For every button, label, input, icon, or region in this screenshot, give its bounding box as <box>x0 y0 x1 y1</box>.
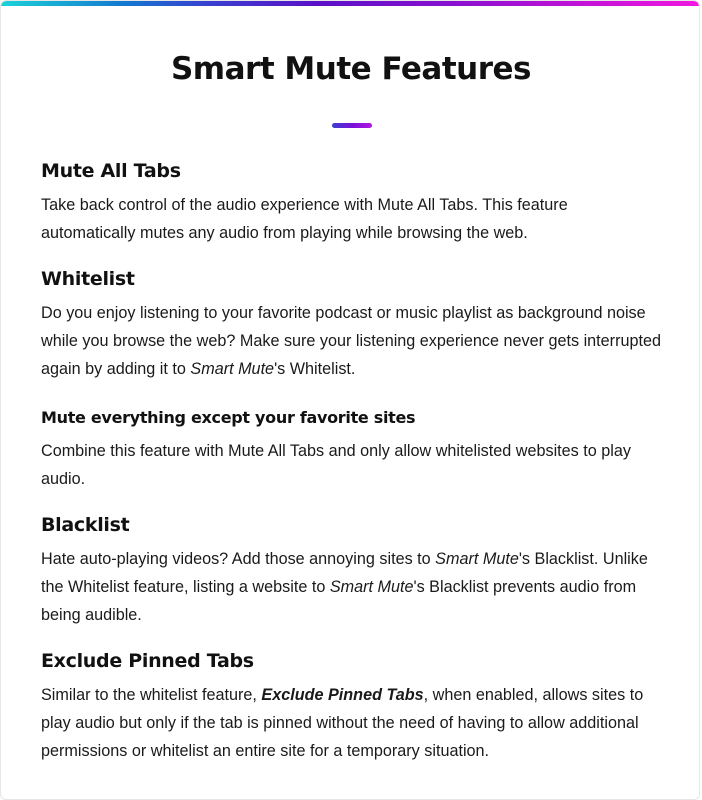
page-title: Smart Mute Features <box>170 51 532 87</box>
section-blacklist <box>41 507 666 629</box>
brand-name: Smart Mute <box>190 360 275 378</box>
section-body: Take back control of the audio experience with Mute All Tabs. This feature automatically mutes any audio from playing while browsing the web. <box>41 196 568 242</box>
brand-name: Smart Mute <box>329 578 414 596</box>
section-body: Similar to the whitelist feature, Exclude Pinned Tabs, when enabled, allows sites to play audio but only if the tab is pinned without the need of having to allow additional permissions or whitelist an entire site for a temporary situation. <box>41 686 644 760</box>
section-whitelist <box>41 261 666 383</box>
title-underline-divider <box>332 123 372 128</box>
brand-name: Smart Mute <box>435 550 519 568</box>
section-heading: Mute All Tabs <box>41 160 181 182</box>
section-body: Do you enjoy listening to your favorite podcast or music playlist as background noise while you browse the web? Make sure your listening experience never gets interrupted again by adding it to Smart Mute's Whitelist. <box>41 304 661 378</box>
section-body: Combine this feature with Mute All Tabs and only allow whitelisted websites to play audio. <box>41 442 631 488</box>
accent-gradient-bar <box>1 1 699 6</box>
feature-name: Exclude Pinned Tabs <box>261 686 424 704</box>
section-exclude-pinned-tabs <box>41 643 666 765</box>
section-mute-except-favorites <box>41 403 666 493</box>
section-body: Hate auto-playing videos? Add those annoying sites to Smart Mute's Blacklist. Unlike the Whitelist feature, listing a website to Smart Mute's Blacklist prevents audio from being audible. <box>41 550 648 624</box>
section-mute-all-tabs <box>41 153 666 247</box>
section-heading: Blacklist <box>41 514 130 536</box>
section-subheading: Mute everything except your favorite sites <box>41 408 416 427</box>
section-heading: Exclude Pinned Tabs <box>41 650 254 672</box>
section-heading: Whitelist <box>41 268 135 290</box>
